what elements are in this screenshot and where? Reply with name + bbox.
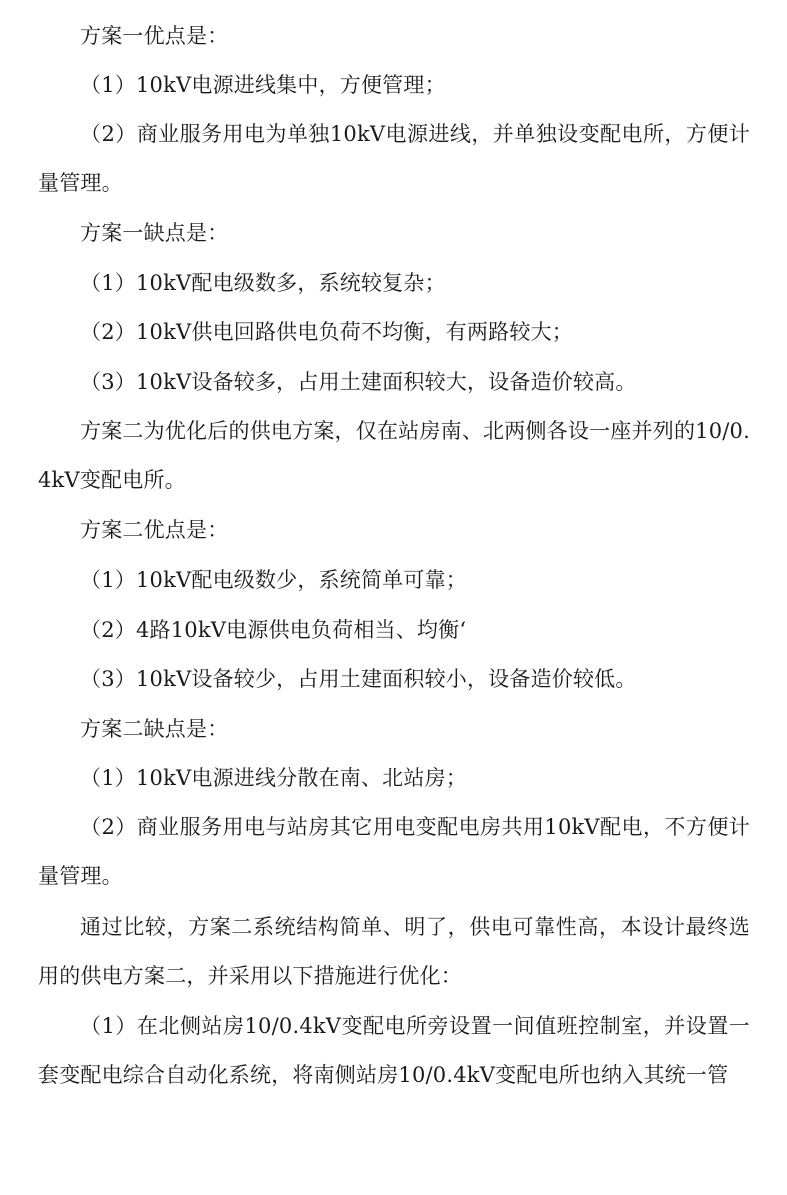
comparison-conclusion: 通过比较，方案二系统结构简单、明了，供电可靠性高，本设计最终选用的供电方案二，并采用以下措施进行优化： [38, 915, 750, 988]
scheme2-con-2: （2）商业服务用电与站房其它用电变配电房共用10kV配电，不方便计量管理。 [38, 815, 750, 888]
scheme1-pro-1: （1）10kV电源进线集中，方便管理； [80, 73, 446, 97]
optimization-measure-1: （1）在北侧站房10/0.4kV变配电所旁设置一间值班控制室，并设置一套变配电综合自动化系统，将南侧站房10/0.4kV变配电所也纳入其统一管 [38, 1014, 750, 1087]
scheme2-pro-2: （2）4路10kV电源供电负荷相当、均衡‘ [80, 618, 467, 642]
scheme1-con-3: （3）10kV设备较多，占用土建面积较大，设备造价较高。 [80, 370, 637, 394]
scheme2-intro: 方案二为优化后的供电方案，仅在站房南、北两侧各设一座并列的10/0.4kV变配电所。 [38, 419, 750, 492]
scheme2-cons-heading: 方案二缺点是： [80, 717, 229, 741]
scheme1-con-1: （1）10kV配电级数多，系统较复杂； [80, 271, 446, 295]
scheme1-pros-heading: 方案一优点是： [80, 24, 229, 48]
scheme1-pro-2: （2）商业服务用电为单独10kV电源进线，并单独设变配电所，方便计量管理。 [38, 122, 750, 195]
scheme2-con-1: （1）10kV电源进线分散在南、北站房； [80, 766, 467, 790]
scheme1-cons-heading: 方案一缺点是： [80, 221, 229, 245]
scheme2-pro-3: （3）10kV设备较少，占用土建面积较小，设备造价较低。 [80, 667, 637, 691]
scheme2-pro-1: （1）10kV配电级数少，系统简单可靠； [80, 568, 467, 592]
scheme1-con-2: （2）10kV供电回路供电负荷不均衡，有两路较大； [80, 320, 573, 344]
scheme2-pros-heading: 方案二优点是： [80, 518, 229, 542]
